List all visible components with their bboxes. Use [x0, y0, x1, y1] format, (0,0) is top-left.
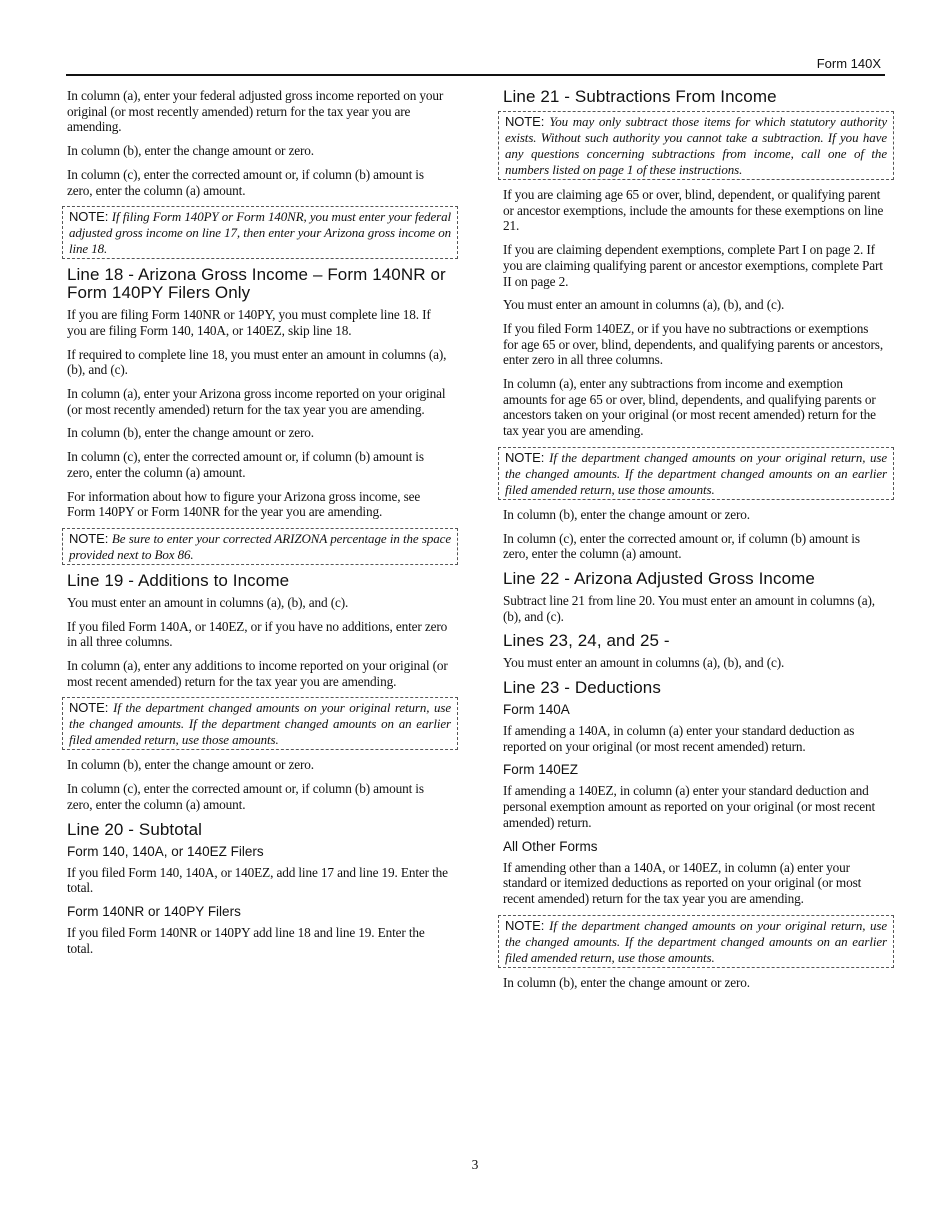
paragraph: If required to complete line 18, you must enter an amount in columns (a), (b), and (c).	[67, 346, 447, 378]
paragraph: In column (c), enter the corrected amount or, if column (b) amount is zero, enter the column (a) amount.	[503, 530, 860, 562]
paragraph: If you are claiming age 65 or over, blind, dependent, or qualifying parent or ancestor exemptions, include the amounts for these exemptions on line 21.	[503, 187, 884, 234]
section-heading-lines-23-25: Lines 23, 24, and 25 -	[503, 631, 670, 651]
paragraph: In column (a), enter your Arizona gross income reported on your original (or most recently amended) return for the tax year you are amending.	[67, 386, 446, 417]
paragraph: In column (c), enter the corrected amount or, if column (b) amount is zero, enter the column (a) amount.	[67, 166, 424, 198]
note-text: If the department changed amounts on your original return, use the changed amounts. If the department changed amounts on an earlier filed amended return, use those amounts.	[505, 917, 887, 965]
paragraph: In column (b), enter the change amount or zero.	[67, 143, 314, 159]
paragraph: In column (b), enter the change amount or zero.	[503, 974, 750, 990]
paragraph: In column (a), enter any additions to income reported on your original (or most recent amended) return for the tax year you are amending.	[67, 658, 448, 689]
paragraph: If amending other than a 140A, or 140EZ, in column (a) enter your standard or itemized deductions as reported on your original (or most recent amended) return for the tax year you are amending.	[503, 859, 862, 906]
note-label: NOTE:	[505, 449, 545, 465]
paragraph: In column (a), enter your federal adjusted gross income reported on your original (or most recently amended) return for the tax year you are amending.	[67, 88, 444, 135]
subheading: Form 140A	[503, 702, 570, 718]
paragraph: For information about how to figure your Arizona gross income, see Form 140PY or Form 140NR for the year you are amending.	[67, 488, 421, 520]
note-text: If the department changed amounts on your original return, use the changed amounts. If the department changed amounts on an earlier filed amended return, use those amounts.	[505, 449, 887, 497]
subheading: Form 140EZ	[503, 762, 579, 778]
note-text: You may only subtract those items for which statutory authority exists. Without such authority you cannot take a subtraction. If you have any questions concerning subtractions from income, call one of the numbers listed on page 1 of these instructions.	[505, 114, 887, 177]
note-label: NOTE:	[69, 700, 109, 716]
paragraph: If you filed Form 140NR or 140PY add line 18 and line 19. Enter the total.	[67, 924, 425, 956]
subheading: Form 140NR or 140PY Filers	[67, 903, 241, 919]
paragraph: In column (b), enter the change amount or zero.	[503, 506, 750, 522]
note-label: NOTE:	[505, 917, 545, 933]
paragraph: If amending a 140EZ, in column (a) enter your standard deduction and personal exemption amount as reported on your original (or most recent amended) return.	[503, 783, 876, 830]
paragraph: Subtract line 21 from line 20. You must enter an amount in columns (a), (b), and (c).	[503, 592, 875, 624]
paragraph: If you are claiming dependent exemptions, complete Part I on page 2. If you are claiming qualifying parent or ancestor exemptions, complete Part II on page 2.	[503, 242, 883, 289]
subheading: Form 140, 140A, or 140EZ Filers	[67, 843, 264, 859]
section-heading-line-21: Line 21 - Subtractions From Income	[503, 87, 777, 106]
note-text: If filing Form 140PY or Form 140NR, you must enter your federal adjusted gross income on line 17, then enter your Arizona gross income on line 18.	[69, 209, 451, 257]
paragraph: If you filed Form 140EZ, or if you have no subtractions or exemptions for age 65 or over, blind, dependents, and qualifying parents or ancestors, enter zero in all three columns.	[503, 320, 883, 368]
paragraph: In column (b), enter the change amount or zero.	[67, 425, 314, 441]
subheading: All Other Forms	[503, 838, 598, 854]
paragraph: If you are filing Form 140NR or 140PY, you must complete line 18. If you are filing Form 140, 140A, or 140EZ, skip line 18.	[67, 307, 431, 338]
right-column	[503, 87, 887, 998]
note-text: Be sure to enter your corrected ARIZONA percentage in the space provided next to Box 86.	[69, 530, 451, 562]
section-heading-line-19: Line 19 - Additions to Income	[67, 570, 290, 590]
header-rule	[66, 74, 885, 76]
paragraph: You must enter an amount in columns (a), (b), and (c).	[67, 594, 349, 610]
note-box	[62, 528, 458, 565]
paragraph: You must enter an amount in columns (a), (b), and (c).	[503, 655, 785, 671]
section-heading-line-22: Line 22 - Arizona Adjusted Gross Income	[503, 568, 815, 588]
note-label: NOTE:	[505, 114, 545, 129]
paragraph: In column (a), enter any subtractions from income and exemption amounts for age 65 or over, blind, dependents, and qualifying parents or ancestors taken on your original (or most recent amended) return for the tax year you are amending.	[503, 376, 876, 439]
note-box	[62, 697, 458, 750]
paragraph: If you filed Form 140, 140A, or 140EZ, add line 17 and line 19. Enter the total.	[67, 864, 448, 896]
note-label: NOTE:	[69, 530, 109, 546]
paragraph: If you filed Form 140A, or 140EZ, or if you have no additions, enter zero in all three columns.	[67, 618, 448, 650]
section-heading-line-20: Line 20 - Subtotal	[67, 819, 203, 839]
left-column	[67, 88, 451, 964]
note-box	[498, 915, 894, 968]
note-box	[62, 206, 458, 259]
note-text: If the department changed amounts on your original return, use the changed amounts. If the department changed amounts on an earlier filed amended return, use those amounts.	[69, 700, 451, 748]
note-box	[498, 447, 894, 500]
paragraph: In column (c), enter the corrected amount or, if column (b) amount is zero, enter the column (a) amount.	[67, 449, 424, 480]
paragraph: If amending a 140A, in column (a) enter your standard deduction as reported on your original (or most recent amended) return.	[503, 723, 855, 754]
page-number: 3	[471, 1157, 479, 1172]
section-heading-line-18: Line 18 - Arizona Gross Income – Form 140NR or Form 140PY Filers Only	[67, 265, 446, 303]
note-label: NOTE:	[69, 209, 109, 225]
note-box	[498, 111, 894, 180]
paragraph: You must enter an amount in columns (a), (b), and (c).	[503, 297, 785, 313]
paragraph: In column (c), enter the corrected amount or, if column (b) amount is zero, enter the column (a) amount.	[67, 781, 424, 812]
paragraph: In column (b), enter the change amount or zero.	[67, 757, 314, 773]
form-identifier: Form 140X	[816, 56, 881, 71]
section-heading-line-23: Line 23 - Deductions	[503, 678, 661, 698]
